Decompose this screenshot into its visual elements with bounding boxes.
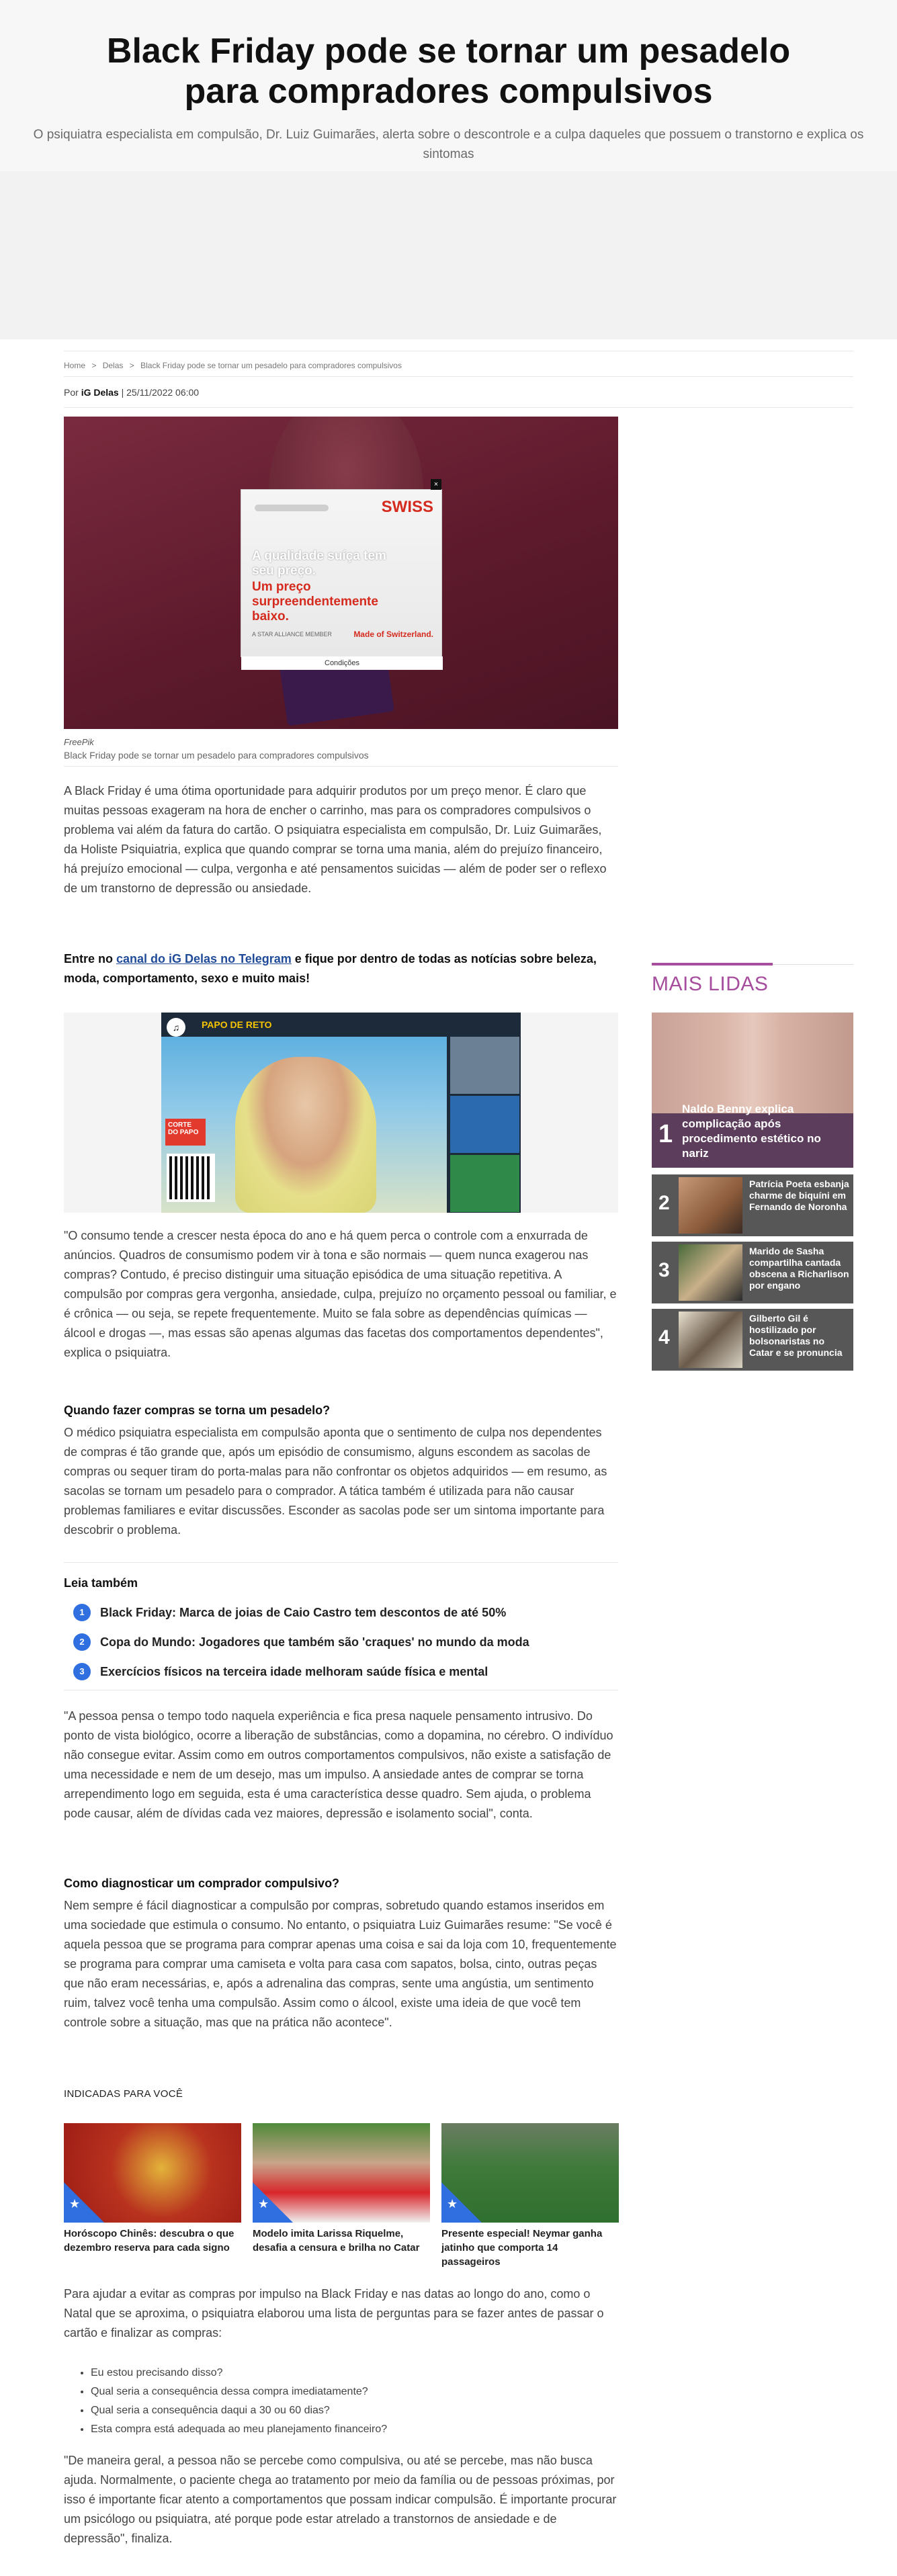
most-read-item-2[interactable] bbox=[652, 1174, 853, 1236]
byline-date: 25/11/2022 06:00 bbox=[126, 387, 200, 398]
video-player[interactable] bbox=[161, 1013, 521, 1213]
video-speaker bbox=[235, 1057, 376, 1213]
telegram-link[interactable]: canal do iG Delas no Telegram bbox=[116, 952, 292, 965]
chevron-right-icon: > bbox=[91, 361, 97, 370]
most-read-title[interactable]: Gilberto Gil é hostilizado por bolsonaristas no Catar e se pronuncia bbox=[749, 1313, 843, 1358]
most-read-number: 3 bbox=[658, 1259, 670, 1281]
article-header bbox=[0, 0, 897, 171]
question-item: • Qual seria a consequência daqui a 30 ou 60 dias? bbox=[91, 2401, 618, 2420]
breadcrumb-delas[interactable]: Delas bbox=[102, 361, 124, 370]
leia-tambem-title: Leia também bbox=[64, 1576, 138, 1590]
questions-list bbox=[64, 2364, 618, 2439]
card-title[interactable]: Modelo imita Larissa Riquelme, desafia a censura e brilha no Catar bbox=[253, 2228, 420, 2253]
paragraph-6: Para ajudar a evitar as compras por impulso na Black Friday e nas datas ao longo do ano, como o Natal que se aproxima, o psiquiatra elaborou uma lista de perguntas para se fazer antes de passar o cartão e finalizar as compras: bbox=[64, 2287, 604, 2339]
leia-tambem-list bbox=[64, 1598, 618, 1686]
most-read-item-3[interactable] bbox=[652, 1242, 853, 1303]
most-read-thumb bbox=[679, 1177, 742, 1234]
card-image bbox=[441, 2123, 619, 2223]
sidebar-accent bbox=[652, 963, 773, 965]
ad-conditions-link[interactable]: Condições bbox=[241, 656, 443, 670]
card-image bbox=[253, 2123, 430, 2223]
airplane-icon bbox=[255, 505, 329, 511]
telegram-pre: Entre no bbox=[64, 952, 117, 965]
mascot-icon: ★ bbox=[258, 2197, 269, 2210]
ad-line2: Um preço surpreendentemente baixo. bbox=[252, 580, 378, 624]
photo-credit: FreePik bbox=[64, 737, 94, 747]
video-badge: CORTE DO PAPO bbox=[165, 1119, 206, 1146]
leia-tambem-link[interactable]: Exercícios físicos na terceira idade melhoram saúde física e mental bbox=[100, 1664, 488, 1678]
question-item: • Eu estou precisando disso? bbox=[91, 2364, 618, 2382]
paragraph-5: Nem sempre é fácil diagnosticar a compulsão por compras, sobretudo quando estamos inseridos em uma sociedade que estimula o consumo. No entanto, o psiquiatra Luiz Guimarães resume: "Se você é aquela pessoa que se programa para comprar apenas uma coisa e sai da loja com 10, frequentemente se programa para comprar uma camiseta e volta para casa com sapatos, bolsa, cinto, outras peças que não eram necessárias, e, após a adrenalina das compras, sente uma angústia, um sentimento ruim, talvez você tenha uma compulsão. Assim como o álcool, existe uma ideia de que você tem controle sobre a situação, mas que na prática não acontece". bbox=[64, 1899, 617, 2029]
leia-tambem-item[interactable] bbox=[64, 1627, 618, 1657]
article-subtitle: O psiquiatra especialista em compulsão, Dr. Luiz Guimarães, alerta sobre o descontrole e a culpa daqueles que possuem o transtorno e explica os sintomas bbox=[33, 128, 864, 161]
question-item: • Qual seria a consequência dessa compra imediatamente? bbox=[91, 2382, 618, 2401]
article-title: Black Friday pode se tornar um pesadelo para compradores compulsivos bbox=[106, 32, 791, 111]
recommended-card[interactable] bbox=[441, 2123, 619, 2269]
divider bbox=[773, 964, 853, 965]
divider bbox=[64, 766, 618, 767]
breadcrumb-current: Black Friday pode se tornar um pesadelo para compradores compulsivos bbox=[140, 361, 402, 370]
photo-caption: Black Friday pode se tornar um pesadelo para compradores compulsivos bbox=[64, 750, 369, 761]
most-read-title[interactable]: Naldo Benny explica complicação após procedimento estético no nariz bbox=[682, 1103, 821, 1160]
ad-alliance: A STAR ALLIANCE MEMBER bbox=[252, 631, 332, 638]
card-image bbox=[64, 2123, 241, 2223]
qr-code-icon bbox=[167, 1154, 215, 1202]
most-read-thumb bbox=[679, 1244, 742, 1301]
leia-tambem-link[interactable]: Copa do Mundo: Jogadores que também são 'craques' no mundo da moda bbox=[100, 1635, 529, 1649]
sidebar-title: MAIS LIDAS bbox=[652, 973, 769, 995]
paragraph-7: "De maneira geral, a pessoa não se percebe como compulsiva, ou até se percebe, mas não busca ajuda. Normalmente, o paciente chega ao tratamento por meio da família ou de pessoas próximas, por isso é importante ficar atento a comportamentos que possam indicar compulsão. É importante procurar um psicólogo ou psiquiatra, até porque pode estar atrelado a transtornos de ansiedade e de depressão", finaliza. bbox=[64, 2454, 617, 2545]
section-heading-pesadelo: Quando fazer compras se torna um pesadelo? bbox=[64, 1404, 331, 1417]
video-logo: PAPO DE RETO bbox=[202, 1019, 272, 1030]
paragraph-3: O médico psiquiatra especialista em compulsão aponta que o sentimento de culpa nos dependentes de compras é tão grande que, após um episódio de consumismo, alguns escondem as sacolas de compras ou sequer tiram do porta-malas para não confrontar os objetos adquiridos — em resumo, as sacolas se tornam um pesadelo para o comprador. A tática também é utilizada para não causar problemas familiares e evitar discussões. Esconder as sacolas pode ser um sintoma importante para descobrir o problema. bbox=[64, 1426, 607, 1537]
divider bbox=[64, 407, 853, 408]
byline bbox=[64, 387, 199, 398]
section-heading-diagnosticar: Como diagnosticar um comprador compulsivo? bbox=[64, 1877, 340, 1890]
breadcrumb bbox=[64, 361, 406, 370]
video-tile-2 bbox=[450, 1096, 519, 1153]
paragraph-4: "A pessoa pensa o tempo todo naquela experiência e fica presa naquele pensamento intrusivo. Do ponto de vista biológico, ocorre a liberação de substâncias, como a dopamina, no cérebro. O indivíduo não consegue evitar. Assim como em outros comportamentos compulsivos, não existe a satisfação de uma necessidade e nem de um desejo, mas um impulso. A ansiedade antes de comprar se torna arrependimento logo em seguida, esta é uma característica desse quadro. Sem ajuda, o problema pode causar, além de dívidas cada vez maiores, depressão e isolamento social", conta. bbox=[64, 1709, 613, 1820]
mute-icon[interactable]: ♫ bbox=[167, 1018, 185, 1037]
paragraph-1: A Black Friday é uma ótima oportunidade para adquirir produtos por um preço menor. É claro que muitas pessoas exageram na hora de encher o carrinho, mas para os compradores compulsivos o problema vai além da fatura do cartão. O psiquiatra especialista em compulsão, Dr. Luiz Guimarães, da Holiste Psiquiatria, explica que quando comprar se torna uma mania, além do prejuízo financeiro, há prejuízo emocional — culpa, vergonha e até pensamentos suicidas — além de poder ser o reflexo de um transtorno de depressão ou ansiedade. bbox=[64, 784, 607, 895]
breadcrumb-home[interactable]: Home bbox=[64, 361, 86, 370]
chevron-right-icon: > bbox=[129, 361, 134, 370]
byline-author[interactable]: iG Delas bbox=[81, 387, 119, 398]
number-badge: 3 bbox=[73, 1663, 91, 1680]
most-read-title[interactable]: Marido de Sasha compartilha cantada obscena a Richarlison por engano bbox=[749, 1246, 849, 1291]
most-read-title[interactable]: Patrícia Poeta esbanja charme de biquíni em Fernando de Noronha bbox=[749, 1178, 849, 1212]
most-read-image bbox=[652, 1013, 853, 1113]
close-icon[interactable]: × bbox=[431, 479, 441, 490]
recommended-card[interactable] bbox=[64, 2123, 241, 2255]
video-tile-1 bbox=[450, 1037, 519, 1094]
indicadas-title: INDICADAS PARA VOCÊ bbox=[64, 2088, 183, 2100]
number-badge: 2 bbox=[73, 1633, 91, 1651]
most-read-item-1[interactable] bbox=[652, 1013, 853, 1168]
most-read-number: 1 bbox=[658, 1120, 673, 1148]
card-title[interactable]: Presente especial! Neymar ganha jatinho que comporta 14 passageiros bbox=[441, 2228, 603, 2268]
leia-tambem-item[interactable] bbox=[64, 1598, 618, 1627]
number-badge: 1 bbox=[73, 1604, 91, 1621]
byline-separator: | bbox=[121, 387, 124, 398]
overlay-ad[interactable] bbox=[241, 480, 442, 667]
most-read-item-4[interactable] bbox=[652, 1309, 853, 1371]
ad-made: Made of Switzerland. bbox=[353, 630, 433, 639]
mascot-icon: ★ bbox=[447, 2197, 458, 2210]
question-item: • Esta compra está adequada ao meu planejamento financeiro? bbox=[91, 2420, 618, 2439]
paragraph-2: "O consumo tende a crescer nesta época do ano e há quem perca o controle com a enxurrada de anúncios. Quadros de consumismo podem vir à tona e são normais — quem nunca exagerou nas compras? Contudo, é preciso distinguir uma situação episódica de uma situação repetitiva. A compulsão por compras gera vergonha, ansiedade, culpa, prejuízo no orçamento pessoal ou familiar, e é crônica — ou seja, se repete frequentemente. Muito se fala sobre as dependências químicas — álcool e drogas —, mas essas são apenas algumas das facetas dos comportamentos dependentes", explica o psiquiatra. bbox=[64, 1229, 617, 1359]
divider bbox=[64, 376, 853, 377]
recommended-card[interactable] bbox=[253, 2123, 430, 2255]
ad-brand: SWISS bbox=[381, 498, 433, 516]
mascot-icon: ★ bbox=[69, 2197, 81, 2210]
video-tile-3 bbox=[450, 1155, 519, 1212]
top-ad-banner[interactable] bbox=[0, 171, 897, 339]
divider bbox=[64, 1562, 618, 1563]
article-photo bbox=[64, 417, 618, 729]
byline-prefix: Por bbox=[64, 387, 79, 398]
most-read-thumb bbox=[679, 1312, 742, 1368]
video-player-area bbox=[64, 1013, 618, 1213]
telegram-callout bbox=[64, 949, 618, 988]
most-read-number: 2 bbox=[658, 1192, 670, 1214]
leia-tambem-link[interactable]: Black Friday: Marca de joias de Caio Castro tem descontos de até 50% bbox=[100, 1605, 507, 1619]
telegram-post: e fique por dentro de todas as notícias sobre beleza, moda, comportamento, sexo e muito mais! bbox=[64, 952, 597, 985]
ad-line1: A qualidade suíça tem seu preço. bbox=[252, 549, 386, 578]
leia-tambem-item[interactable] bbox=[64, 1657, 618, 1686]
card-title[interactable]: Horóscopo Chinês: descubra o que dezembro reserva para cada signo bbox=[64, 2228, 234, 2253]
most-read-number: 4 bbox=[658, 1326, 670, 1348]
